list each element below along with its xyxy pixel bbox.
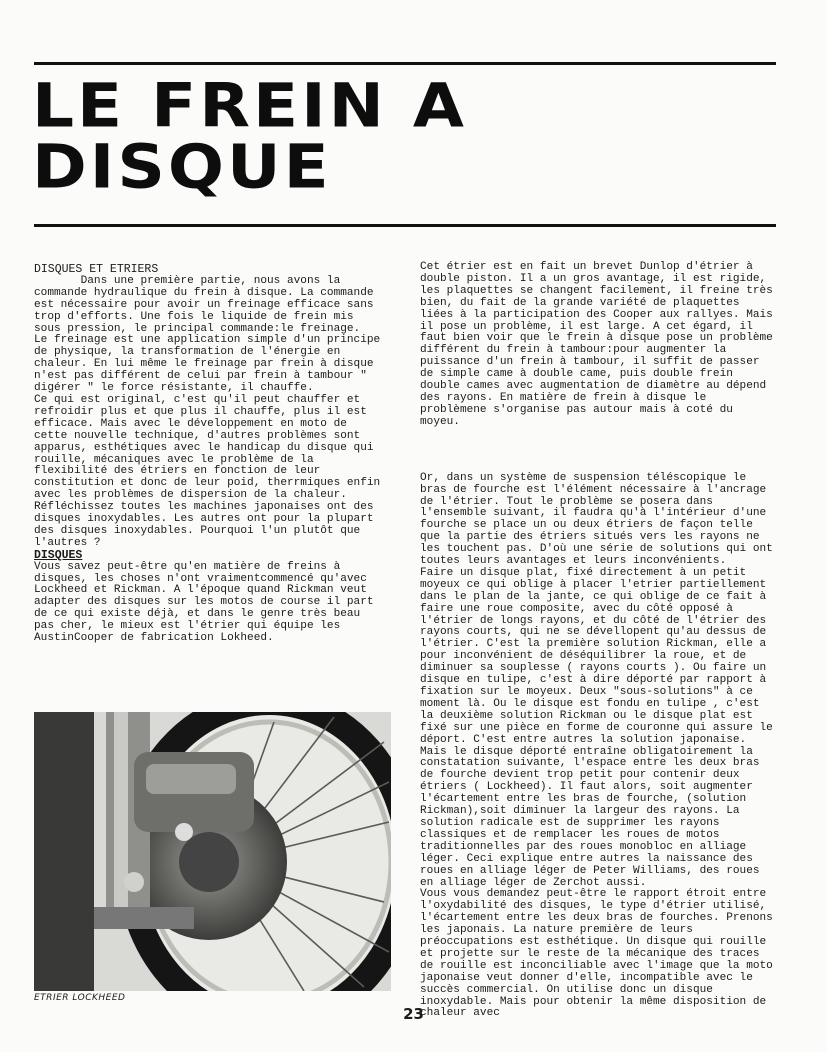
paragraph-freinage: Le freinage est une application simple d'un principe de physique, la transformation de l'énergie en chaleur. En lui même le freinage par frein à disque n'est pas différent de celui par frein à tambour " digérer " le force résistante, il chauffe. <box>34 334 387 395</box>
right-column <box>420 261 780 1020</box>
paragraph-original: Ce qui est original, c'est qu'il peut chauffer et refroidir plus et que plus il chauffe, plus il est efficace. Mais avec le développement en moto de cette nouvelle technique, d'autres problèmes sont apparus, esthétiques avec le handicap du disque qui rouille, mécaniques avec le problème de la flexibilité des étriers en fonction de leur constitution et donc de leur poid, therrmiques enfin avec les problèmes de dispersion de la chaleur. Réfléchissez toutes les machines japonaises ont des disques inoxydables. Les autres ont pour la plupart des disques inoxydables. Pourquoi l'un plutôt que l'autres ? <box>34 393 387 549</box>
paragraph-dunlop: Cet étrier est en fait un brevet Dunlop d'étrier à double piston. Il a un gros avantage, il est rigide, les plaquettes se changent facilement, il freine très bien, du fait de la grande variété de plaquettes liées à la participation des Cooper aux rallyes. Mais il pose un problème, il est large. A cet égard, il faut bien voir que le frein à disque pose un problème différent du frein à tambour:pour augmenter la puissance d'un frein à tambour, il suffit de passer de simple came à double came, puis double frein double cames avec augmentation de diamètre au dépend des rayons. En matière de frein à disque le problèmene s'organise pas autour mais à coté du moyeu. <box>420 261 780 428</box>
page-number: 23 <box>403 1005 424 1023</box>
title-bottom-rule <box>34 224 776 227</box>
section-subheading: DISQUES ET ETRIERS <box>34 263 159 276</box>
title-top-rule <box>34 62 776 65</box>
wheel-illustration <box>34 712 391 991</box>
paragraph-disques: Vous savez peut-être qu'en matière de freins à disques, les choses n'ont vraimentcommencé qu'avec Lockheed et Rickman. A l'époque quand Rickman veut adapter des disques sur les motos de course il part de ce qui existe déjà, et dans le genre très beau pas cher, le mieux est l'étrier qui équipe les AustinCooper de fabrication Lokheed. <box>34 560 381 645</box>
title-line-1: LE FREIN A <box>32 70 467 142</box>
paragraph-telescopique: Or, dans un système de suspension téléscopique le bras de fourche est l'élément nécessaire à l'ancrage de l'étrier. Tout le problème se posera dans l'ensemble suivant, il faudra qu'à l'intérieur d'une fourche se place un ou deux étriers de façon telle que la partie des étriers situés vers les rayons ne les touchent pas. D'où une série de solutions qui ont toutes leurs avantages et leurs inconvénients. <box>420 471 780 568</box>
brake-caliper-photo <box>34 712 391 991</box>
left-column <box>34 263 387 645</box>
page-title <box>32 70 777 203</box>
paragraph-disque-plat: Faire un disque plat, fixé directement à un petit moyeux ce qui oblige à placer l'etrier partiellement dans le plan de la jante, ce qui oblige de ce fait à faire une roue composite, avec du côté opposé à l'étrier de longs rayons, et du côté de l'étrier des rayons courts, qui ne se dévellopent qu'au dessus de l'étrier. C'est la première solution Rickman, elle a pour inconvénient de déséquilibrer la roue, et de diminuer sa souplesse ( rayons courts ). Ou faire un disque en tulipe, c'est à dire déporté par rapport à fixation sur le moyeux. Deux "sous-solutions" à ce moment là. Ou le disque est fondu en tulipe , c'est la deuxième solution Rickman ou le disque plat est fixé sur une pièce en forme de couronne qui assure le déport. C'est entre autres la solution japonaise. Mais le disque déporté entraîne obligatoirement la constatation suivante, l'espace entre les deux bras de fourche devient trop petit pour contenir deux étriers ( Lockheed). Il faut alors, soit augmenter l'écartement entre les bras de fourche, (solution Rickman),soit diminuer la largeur des rayons. La solution radicale est de supprimer les rayons classiques et de remplacer les roues de motos traditionnelles par des roues monobloc en alliage léger. Ceci explique entre autres la naissance des roues en alliage léger de Peter Williams, des roues en alliage léger de Zerchot aussi. <box>420 566 780 889</box>
section-heading-disques: DISQUES <box>34 548 83 562</box>
paragraph-intro: Dans une première partie, nous avons la commande hydraulique du frein à disque. La commande est nécessaire pour avoir un freinage efficace sans trop d'efforts. Une fois le liquide de frein mis sous pression, le principal commande:le freinage. <box>34 274 381 335</box>
paragraph-oxydabilite: Vous vous demandez peut-être le rapport étroit entre l'oxydabilité des disques, le type d'étrier utilisé, l'écartement entre les deux bras de fourches. Prenons les japonais. La nature première de leurs préoccupations est esthétique. Un disque qui rouille et projette sur le reste de la mécanique des traces de rouille est inconciliable avec l'image que la moto japonaise veut donner d'elle, incompatible avec le succès commercial. On utilise donc un disque inoxydable. Mais pour obtenir la même disposition de chaleur avec <box>420 888 780 1020</box>
title-line-2: DISQUE <box>32 131 332 203</box>
photo-caption: ETRIER LOCKHEED <box>34 993 126 1003</box>
